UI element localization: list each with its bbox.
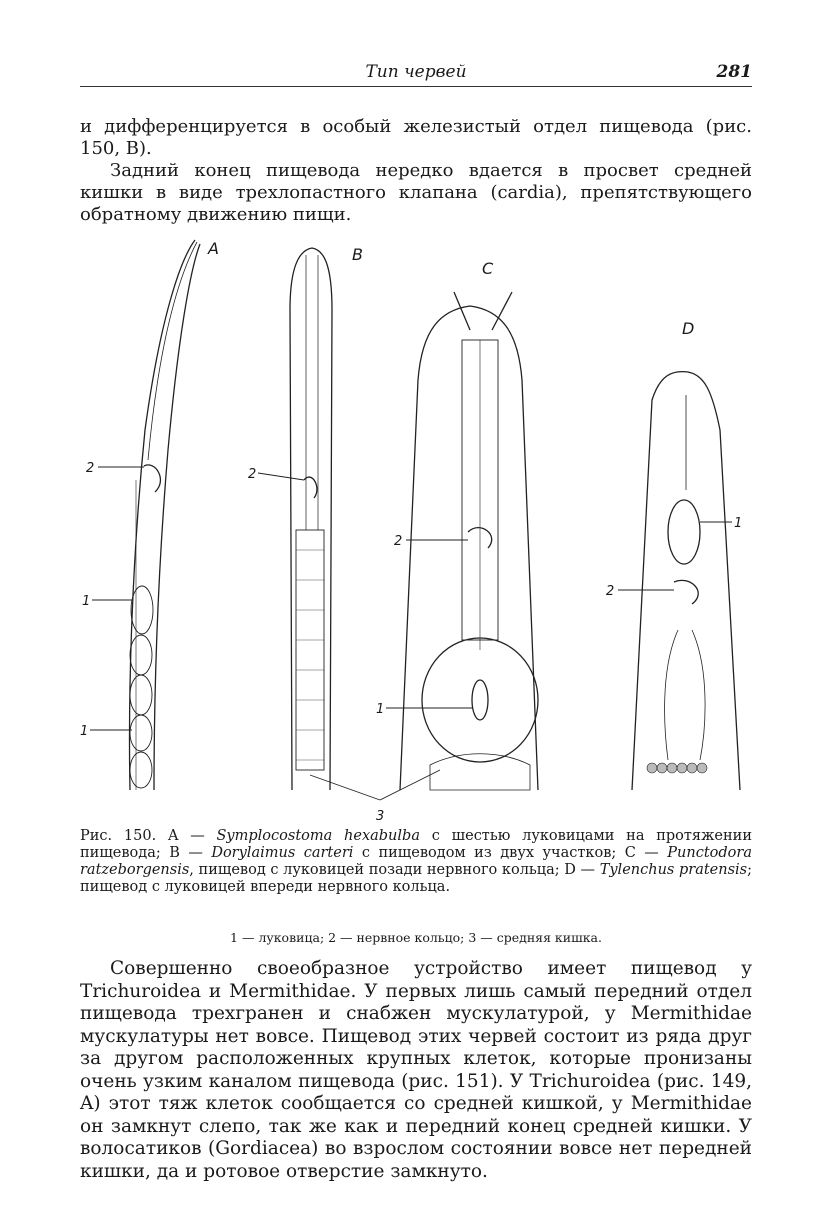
callout-3: 3 [376, 809, 385, 824]
callout-1-c: 1 [376, 702, 385, 717]
body-block [80, 958, 752, 1183]
caption-segment: с пищеводом из двух участков; C — [353, 845, 668, 861]
running-header [80, 60, 752, 87]
caption-segment: Dorylaimus carteri [211, 845, 354, 861]
paragraph-1: и дифференцируется в особый железистый отдел пищевода (рис. 150, B). [80, 116, 752, 159]
callout-1-a-upper: 1 [82, 594, 91, 609]
callout-2-c: 2 [394, 534, 403, 549]
panel-label-a: A [208, 239, 219, 258]
callout-2-a: 2 [86, 461, 95, 476]
paragraph-3: Совершенно своеобразное устройство имеет пищевод у Trichuroidea и Mermithidae. У первых лишь самый передний отдел пищевода трехгранен и снабжен мускулатурой, у Mermithidae мускулатуры нет вовсе. Пищевод этих червей состоит из ряда друг за другом расположенных крупных клеток, которые пронизаны очень узким каналом пищевода (рис. 151). У Trichuroidea (рис. 149, A) этот тяж клеток сообщается со средней кишкой, у Mermithidae он замкнут слепо, так же как и передний конец средней кишки. У волосатиков (Gordiacea) во взрослом состоянии вовсе нет передней кишки, да и ротовое отверстие замкнуто. [80, 958, 752, 1182]
caption-segment: Tylenchus pratensis [599, 862, 748, 878]
panel-a-drawing [130, 240, 200, 790]
caption-segment: с шестью луковицами на протяжении пищевода; B — [80, 828, 752, 861]
caption-segment: ; пищевод с луковицей впереди нервного кольца. [80, 862, 752, 895]
figure-legend: 1 — луковица; 2 — нервное кольцо; 3 — средняя кишка. [230, 930, 602, 945]
panel-d-drawing [632, 372, 743, 790]
panel-b-drawing [290, 248, 332, 790]
caption-segment: A — [156, 828, 217, 844]
caption-segment: , пищевод с луковицей позади нервного кольца; D — [189, 862, 600, 878]
figure-150-nematode-esophagi [60, 230, 780, 830]
callout-1-a-lower: 1 [80, 724, 89, 739]
panel-label-c: C [482, 259, 494, 278]
running-title: Тип червей [365, 62, 467, 82]
figure-caption [80, 828, 752, 896]
callout-1-d: 1 [734, 516, 743, 531]
panel-label-d: D [682, 319, 695, 338]
panel-c-drawing [400, 292, 538, 790]
caption-segment: Symplocostoma hexabulba [216, 828, 420, 844]
paragraph-2: Задний конец пищевода нередко вдается в просвет средней кишки в виде трехлопастного клапана (cardia), препятствующего обратному движению пищи. [80, 160, 752, 225]
panel-label-b: B [352, 245, 363, 264]
page-number: 281 [716, 62, 752, 82]
callout-2-b: 2 [248, 467, 257, 482]
caption-lead: Рис. 150. [80, 828, 157, 844]
caption-segment: Punctodora ratzeborgensis [80, 845, 752, 878]
callout-2-d: 2 [606, 584, 615, 599]
